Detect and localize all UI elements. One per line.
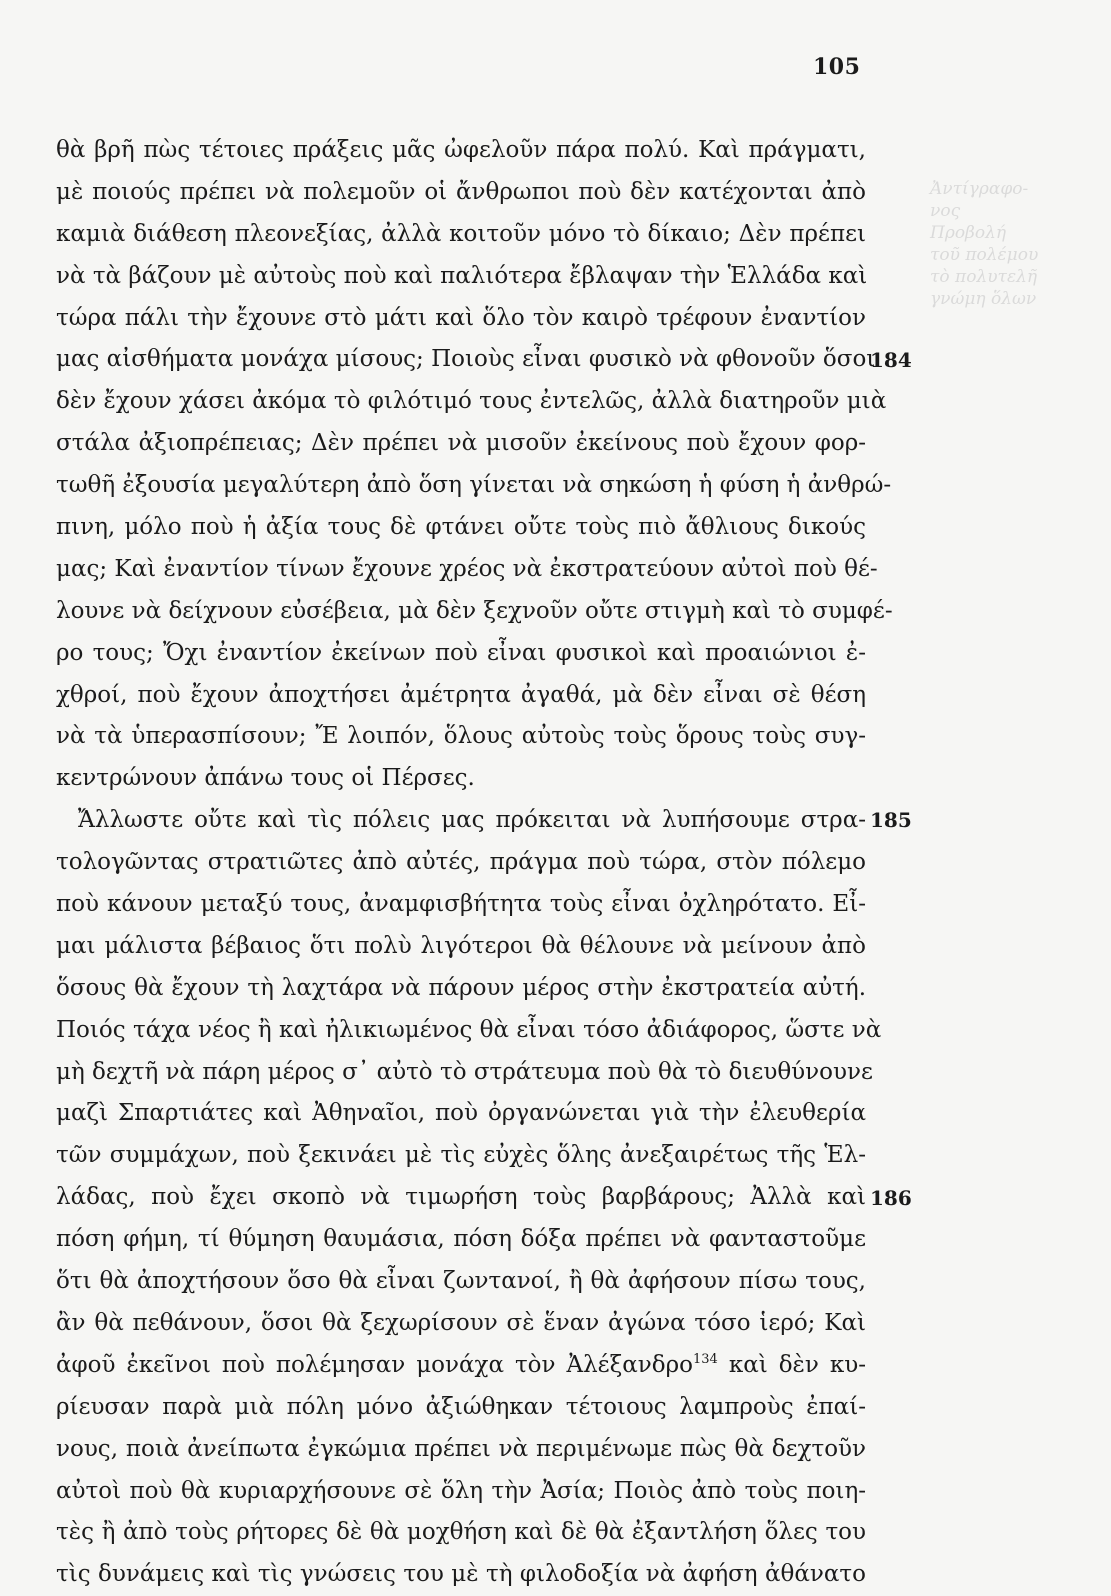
text-line: τολογῶντας στρατιῶτες ἀπὸ αὐτές, πράγμα ποὺ τώρα, στὸν πόλεμο [56,849,866,876]
text-line: δὲν ἔχουν χάσει ἀκόμα τὸ φιλότιμό τους ἐντελῶς, ἀλλὰ διατηροῦν μιὰ [56,388,887,415]
text-line: ὅτι θὰ ἀποχτήσουν ὅσο θὰ εἶναι ζωντανοί, ἢ θὰ ἀφήσουν πίσω τους, [56,1268,866,1295]
text-line: μας αἰσθήματα μονάχα μίσους; Ποιοὺς εἶναι φυσικὸ νὰ φθονοῦν ὅσοι [56,346,876,373]
text-line: πινη, μόλο ποὺ ἡ ἀξία τους δὲ φτάνει οὔτε τοὺς πιὸ ἄθλιους δικούς [56,514,866,541]
text-line: μὴ δεχτῆ νὰ πάρη μέρος σ᾽ αὐτὸ τὸ στράτευμα ποὺ θὰ τὸ διευθύνουνε [56,1058,873,1085]
text-line: θὰ βρῆ πὼς τέτοιες πράξεις μᾶς ὠφελοῦν πάρα πολύ. Καὶ πράγματι, [56,137,866,163]
text-line: νὰ τὰ ὑπερασπίσουν; Ἔ λοιπόν, ὅλους αὐτοὺς τοὺς ὅρους τοὺς συγ- [56,723,866,750]
text-line: ὅσους θὰ ἔχουν τὴ λαχτάρα νὰ πάρουν μέρος στὴν ἐκστρατεία αὐτή. [56,974,866,1001]
margin-section-number: 184 [870,347,912,372]
text-line: ποὺ κάνουν μεταξύ τους, ἀναμφισβήτητα τοὺς εἶναι ὀχληρότατο. Εἶ- [56,891,866,918]
text-line: τὲς ἢ ἀπὸ τοὺς ρήτορες δὲ θὰ μοχθήση καὶ δὲ θὰ ἐξαντλήση ὅλες του [56,1519,866,1546]
text-line: στάλα ἀξιοπρέπειας; Δὲν πρέπει νὰ μισοῦν ἐκείνους ποὺ ἔχουν φορ- [56,430,866,457]
text-line-with-footnote [56,1345,866,1387]
margin-section-number: 185 [870,808,912,833]
text-line: αὐτοὶ ποὺ θὰ κυριαρχήσουνε σὲ ὅλη τὴν Ἀσία; Ποιὸς ἀπὸ τοὺς ποιη- [56,1477,866,1504]
text-line: ρίευσαν παρὰ μιὰ πόλη μόνο ἀξιώθηκαν τέτοιους λαμπροὺς ἐπαί- [56,1393,866,1420]
text-line: χθροί, ποὺ ἔχουν ἀποχτήσει ἀμέτρητα ἀγαθά, μὰ δὲν εἶναι σὲ θέση [56,681,866,708]
text-line: τώρα πάλι τὴν ἔχουνε στὸ μάτι καὶ ὅλο τὸν καιρὸ τρέφουν ἐναντίον [56,304,866,331]
text-line: μας; Καὶ ἐναντίον τίνων ἔχουνε χρέος νὰ ἐκστρατεύουν αὐτοὶ ποὺ θέ- [56,555,878,582]
text-line: πόση φήμη, τί θύμηση θαυμάσια, πόση δόξα πρέπει νὰ φανταστοῦμε [56,1226,866,1253]
text-line: λάδας, ποὺ ἔχει σκοπὸ νὰ τιμωρήση τοὺς βαρβάρους; Ἀλλὰ καὶ [56,1184,866,1211]
text-line: τῶν συμμάχων, ποὺ ξεκινάει μὲ τὶς εὐχὲς ὅλης ἀνεξαιρέτως τῆς Ἑλ- [56,1142,866,1169]
text-line: καμιὰ διάθεση πλεονεξίας, ἀλλὰ κοιτοῦν μόνο τὸ δίκαιο; Δὲν πρέπει [56,220,866,247]
text-line: νους, ποιὰ ἀνείπωτα ἐγκώμια πρέπει νὰ περιμένωμε πὼς θὰ δεχτοῦν [56,1435,866,1462]
text-line: Ποιός τάχα νέος ἢ καὶ ἠλικιωμένος θὰ εἶναι τόσο ἀδιάφορος, ὥστε νὰ [56,1016,882,1043]
text-line: μαι μάλιστα βέβαιος ὅτι πολὺ λιγότεροι θὰ θέλουνε νὰ μείνουν ἀπὸ [56,932,866,959]
margin-section-number: 186 [870,1185,912,1210]
text-line: ρο τους; Ὄχι ἐναντίον ἐκείνων ποὺ εἶναι φυσικοὶ καὶ προαιώνιοι ἐ- [56,639,866,666]
text-line: μαζὶ Σπαρτιάτες καὶ Ἀθηναῖοι, ποὺ ὀργανώνεται γιὰ τὴν ἐλευθερία [56,1100,866,1127]
page-number: 105 [813,54,861,80]
text-line: τωθῆ ἐξουσία μεγαλύτερη ἀπὸ ὅση γίνεται νὰ σηκώση ἡ φύση ἡ ἀνθρώ- [56,472,892,499]
bleed-through-margin-notes: Ἀντίγραφο- νος Προβολή τοῦ πολέμου τὸ πολυτελῆ γνώμη ὅλων [930,179,1039,309]
text-line: μὲ ποιούς πρέπει νὰ πολεμοῦν οἱ ἄνθρωποι ποὺ δὲν κατέχονται ἀπὸ [56,178,866,205]
footnote-reference: 134 [693,1351,718,1367]
text-line-tail: καὶ δὲν κυ- [728,1351,866,1378]
text-line: ἂν θὰ πεθάνουν, ὅσοι θὰ ξεχωρίσουν σὲ ἕναν ἀγώνα τόσο ἱερό; Καὶ [56,1309,866,1336]
text-line-head: ἀφοῦ ἐκεῖνοι ποὺ πολέμησαν μονάχα τὸν Ἀλέξανδρο [56,1351,693,1378]
text-line-paragraph-end: κεντρώνουν ἀπάνω τους οἱ Πέρσες. [56,765,475,792]
text-line: λουνε νὰ δείχνουν εὐσέβεια, μὰ δὲν ξεχνοῦν οὔτε στιγμὴ καὶ τὸ συμφέ- [56,597,893,624]
text-line-paragraph-start: Ἄλλωστε οὔτε καὶ τὶς πόλεις μας πρόκειται νὰ λυπήσουμε στρα- [78,807,866,834]
text-line: τὶς δυνάμεις καὶ τὶς γνώσεις του μὲ τὴ φιλοδοξία νὰ ἀφήση ἀθάνατο [56,1561,866,1588]
text-line: νὰ τὰ βάζουν μὲ αὐτοὺς ποὺ καὶ παλιότερα ἔβλαψαν τὴν Ἑλλάδα καὶ [56,262,868,289]
